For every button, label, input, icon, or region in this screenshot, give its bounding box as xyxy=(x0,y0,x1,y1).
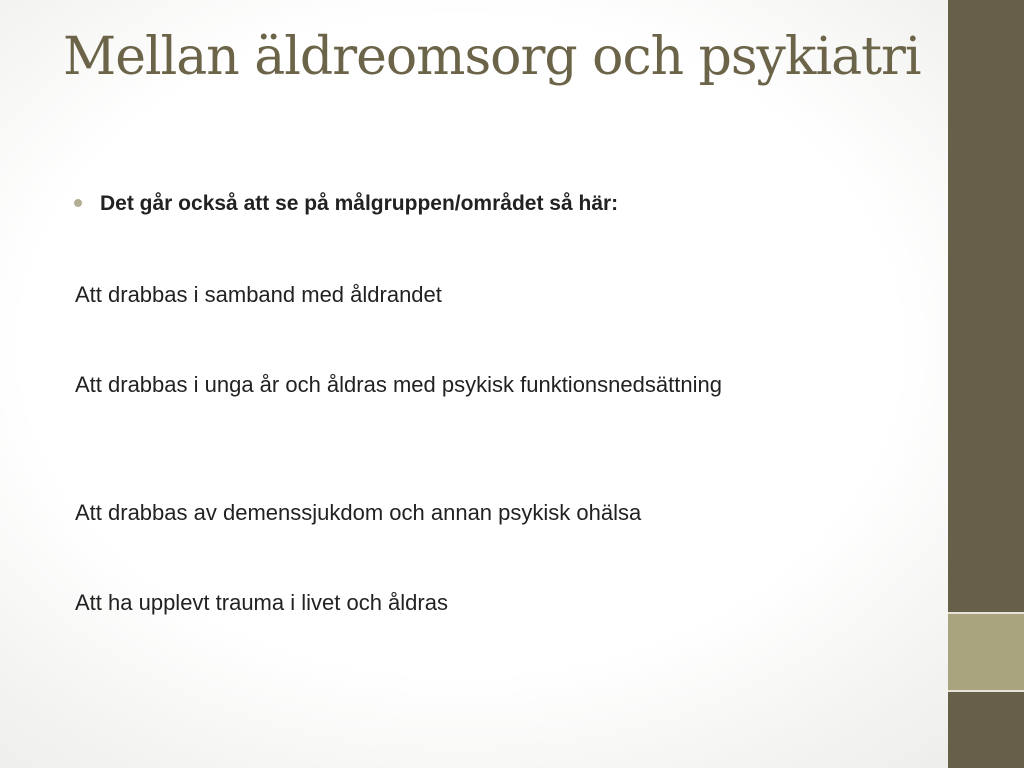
bullet-text: Det går också att se på målgruppen/området så här: xyxy=(100,192,619,215)
paragraph-2: Att drabbas i unga år och åldras med psykisk funktionsnedsättning xyxy=(75,372,722,397)
paragraph-4: Att ha upplevt trauma i livet och åldras xyxy=(75,590,448,615)
bullet-item xyxy=(74,190,618,218)
paragraph-1: Att drabbas i samband med åldrandet xyxy=(75,282,442,307)
bullet-dot-icon xyxy=(74,199,82,207)
side-divider-bottom xyxy=(948,690,1024,692)
side-accent-block xyxy=(948,614,1024,690)
slide-title: Mellan äldreomsorg och psykiatri xyxy=(63,27,921,87)
paragraph-3: Att drabbas av demenssjukdom och annan psykisk ohälsa xyxy=(75,500,642,525)
